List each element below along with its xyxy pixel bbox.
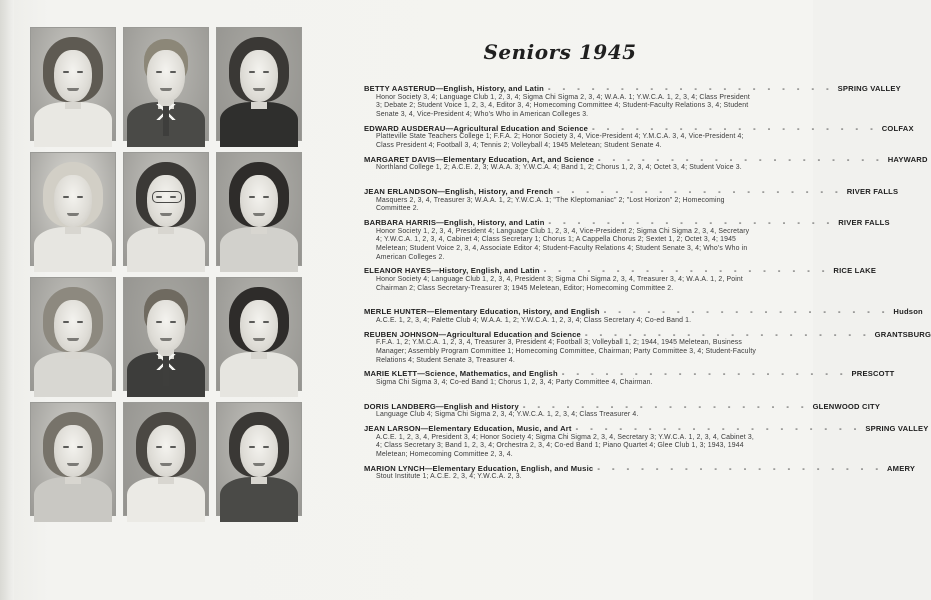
- leader-dashes: - - - - - - - - - - - - - - - - - - - -: [603, 307, 890, 317]
- senior-entry-heading: [364, 329, 931, 340]
- leader-dashes: - - - - - - - - - - - - - - - - - - - -: [522, 401, 809, 411]
- leader-dashes: - - - - - - - - - - - - - - - - - - - -: [548, 218, 835, 227]
- senior-entry: [364, 218, 890, 262]
- senior-entry-heading: [364, 218, 890, 228]
- senior-hometown: RICE LAKE: [833, 266, 877, 276]
- senior-name-and-major: MARION LYNCH—Elementary Education, English, and Music: [364, 463, 594, 473]
- senior-activities: Northland College 1, 2; A.C.E. 2, 3; W.A.A. 3; Y.W.C.A. 4; Band 1, 2; Chorus 1, 2, 3, 4; Octet 3, 4; Student Voice 3.: [376, 164, 742, 172]
- senior-entry-heading: [364, 307, 923, 317]
- senior-activities: A.C.E. 1, 2, 3, 4; Palette Club 4; W.A.A. 1, 2; Y.W.C.A. 1, 2, 3, 4; Class Secretary 4; Co-ed Band 1.: [376, 317, 692, 324]
- senior-name-and-major: MERLE HUNTER—Elementary Education, History, and English: [364, 307, 600, 317]
- senior-entry: [364, 463, 916, 482]
- senior-portrait-photo: [216, 152, 302, 266]
- senior-entry: [364, 123, 914, 151]
- senior-portrait-photo: [216, 277, 302, 391]
- senior-entry-heading: [364, 424, 929, 434]
- leader-dashes: - - - - - - - - - - - - - - - - - - - -: [557, 187, 843, 196]
- senior-entry: [364, 187, 899, 214]
- senior-name-and-major: MARIE KLETT—Science, Mathematics, and English: [364, 369, 558, 379]
- senior-photo-grid: [30, 27, 302, 517]
- senior-portrait-photo: [123, 27, 209, 141]
- senior-entry: [364, 266, 877, 293]
- senior-activities: A.C.E. 1, 2, 3, 4, President 3, 4; Honor Society 4; Sigma Chi Sigma 2, 3, 4, Secretary 3; Y.W.C.A. 1, 2, 3, 4, Cabinet 3, 4; Class Secretary 3; Band 1, 2, 3, 4; Orchestra 2, 3, 4; Co-ed Band 1; Piano Quartet 4; Glee Club 1, 3; 1943, 1944 Meletean; Homecoming Committee 2, 3, 4.: [376, 433, 754, 458]
- senior-entry: [364, 154, 928, 173]
- senior-entry: [364, 329, 931, 366]
- senior-entry: [364, 84, 901, 120]
- page-gutter-shadow: [0, 0, 14, 600]
- senior-name-and-major: DORIS LANDBERG—English and History: [364, 401, 519, 411]
- senior-portrait-photo: [123, 152, 209, 266]
- senior-hometown: AMERY: [886, 463, 916, 473]
- leader-dashes: - - - - - - - - - - - - - - - - - - - -: [547, 84, 834, 93]
- senior-activities: Sigma Chi Sigma 3, 4; Co-ed Band 1; Chorus 1, 2, 3, 4; Party Committee 4, Chairman.: [376, 379, 653, 386]
- senior-entry-heading: [364, 123, 914, 134]
- senior-entry: [364, 401, 881, 420]
- senior-portrait-photo: [30, 152, 116, 266]
- senior-name-and-major: EDWARD AUSDERAU—Agricultural Education and Science: [364, 123, 589, 133]
- senior-portrait-photo: [30, 27, 116, 141]
- senior-activities: F.F.A. 1, 2; Y.M.C.A. 1, 2, 3, 4, Treasurer 3, President 4; Football 3; Volleyball 1, 2; 1944, 1945 Meletean, Business Manager; Assembly Program Committee 1; Homecoming Committee, Chairman; Party Committee 3, 4; Student-Faculty Relations 4; Student Senate 3, Treasurer 4.: [376, 339, 757, 364]
- senior-activities: Language Club 4; Sigma Chi Sigma 2, 3, 4; Y.W.C.A. 1, 2, 3, 4; Class Treasurer 4.: [376, 411, 639, 419]
- senior-portrait-photo: [30, 277, 116, 391]
- senior-entry: [364, 424, 929, 460]
- senior-entry-heading: [364, 369, 895, 379]
- senior-entries-list: [364, 84, 931, 482]
- senior-name-and-major: BETTY AASTERUD—English, History, and Latin: [364, 84, 544, 93]
- senior-hometown: SPRING VALLEY: [865, 424, 929, 433]
- senior-activities: Honor Society 1, 2, 3, 4, President 4; Language Club 1, 2, 3, 4, Vice-President 2; Sigma Chi Sigma 2, 3, 4, Secretary 4; Y.W.C.A. 1, 2, 3, 4, Cabinet 4; Class Secretary 1; Chorus 1; A Cappella Chorus 2; Sextet 1, 2; Octet 3, 4; 1945 Meletean; Student Voice 2, 3, 4, Associate Editor 4; Student-Faculty Relations 4; Student Senate 3, 4; Who's Who in American Colleges 2.: [376, 227, 750, 261]
- senior-name-and-major: REUBEN JOHNSON—Agricultural Education and Science: [364, 329, 581, 339]
- leader-dashes: - - - - - - - - - - - - - - - - - - - -: [584, 329, 871, 339]
- senior-entry: [364, 307, 923, 325]
- senior-hometown: RIVER FALLS: [846, 187, 899, 196]
- senior-entry-heading: [364, 154, 928, 165]
- senior-entry-heading: [364, 401, 881, 412]
- leader-dashes: - - - - - - - - - - - - - - - - - - - -: [592, 123, 878, 133]
- senior-portrait-photo: [216, 402, 302, 516]
- senior-hometown: PRESCOTT: [851, 369, 895, 379]
- senior-hometown: SPRING VALLEY: [837, 84, 901, 93]
- senior-activities: Stout Institute 1; A.C.E. 2, 3, 4; Y.W.C.A. 2, 3.: [376, 473, 522, 481]
- leader-dashes: - - - - - - - - - - - - - - - - - - - -: [561, 369, 848, 379]
- leader-dashes: - - - - - - - - - - - - - - - - - - - -: [597, 463, 883, 473]
- senior-entry-heading: [364, 84, 901, 94]
- senior-entry-heading: [364, 187, 899, 197]
- senior-hometown: HAYWARD: [887, 154, 928, 164]
- senior-hometown: RIVER FALLS: [838, 218, 890, 227]
- senior-name-and-major: ELEANOR HAYES—History, English, and Latin: [364, 266, 540, 276]
- senior-hometown: GRANTSBURG: [874, 329, 931, 339]
- senior-hometown: GLENWOOD CITY: [812, 401, 881, 411]
- senior-name-and-major: JEAN LARSON—Elementary Education, Music, and Art: [364, 424, 572, 433]
- senior-activities: Honor Society 4; Language Club 1, 2, 3, 4, President 3; Sigma Chi Sigma 2, 3, 4, Treasurer 3, 4; W.A.A. 1, 2, Point Chairman 2; Class Secretary-Treasurer 3; 1945 Meletean, Editor; Homecoming Committee 2.: [376, 276, 743, 292]
- leader-dashes: - - - - - - - - - - - - - - - - - - - -: [575, 424, 862, 433]
- senior-entry-heading: [364, 266, 877, 276]
- senior-portrait-photo: [123, 402, 209, 516]
- senior-name-and-major: MARGARET DAVIS—Elementary Education, Art, and Science: [364, 154, 595, 164]
- senior-hometown: COLFAX: [881, 123, 914, 133]
- senior-entry-heading: [364, 463, 916, 474]
- senior-portrait-photo: [123, 277, 209, 391]
- leader-dashes: - - - - - - - - - - - - - - - - - - - -: [598, 154, 884, 164]
- page-title: Seniors 1945: [483, 40, 637, 64]
- senior-name-and-major: JEAN ERLANDSON—English, History, and French: [364, 187, 554, 196]
- senior-activities: Honor Society 3, 4; Language Club 1, 2, 3, 4; Sigma Chi Sigma 2, 3, 4; W.A.A. 1; Y.W.C.A. 1, 2, 3, 4; Class President 3; Debate 2; Student Voice 1, 2, 3, 4, Editor 3, 4; Homecoming Committee 4; Student-Faculty Relations 3, 4; Student Senate 3, 4, Vice-President 4; Who's Who in American Colleges 3.: [376, 93, 750, 118]
- senior-activities: Masquers 2, 3, 4, Treasurer 3; W.A.A. 1, 2; Y.W.C.A. 1; "The Kleptomaniac" 2; "Lost Horizon" 2; Homecoming Committee 2.: [376, 196, 725, 213]
- senior-hometown: Hudson: [893, 307, 923, 317]
- leader-dashes: - - - - - - - - - - - - - - - - - - - -: [543, 266, 830, 276]
- senior-name-and-major: BARBARA HARRIS—English, History, and Latin: [364, 218, 545, 227]
- senior-portrait-photo: [30, 402, 116, 516]
- senior-entry: [364, 369, 895, 387]
- senior-activities: Platteville State Teachers College 1; F.F.A. 2; Honor Society 3, 4, Vice-President 4; Y.M.C.A. 3, 4, Vice-President 4; Class President 4; Football 3, 4; Tennis 2; Volleyball 4; 1945 Meletean; Student Senate 4.: [376, 133, 744, 149]
- senior-portrait-photo: [216, 27, 302, 141]
